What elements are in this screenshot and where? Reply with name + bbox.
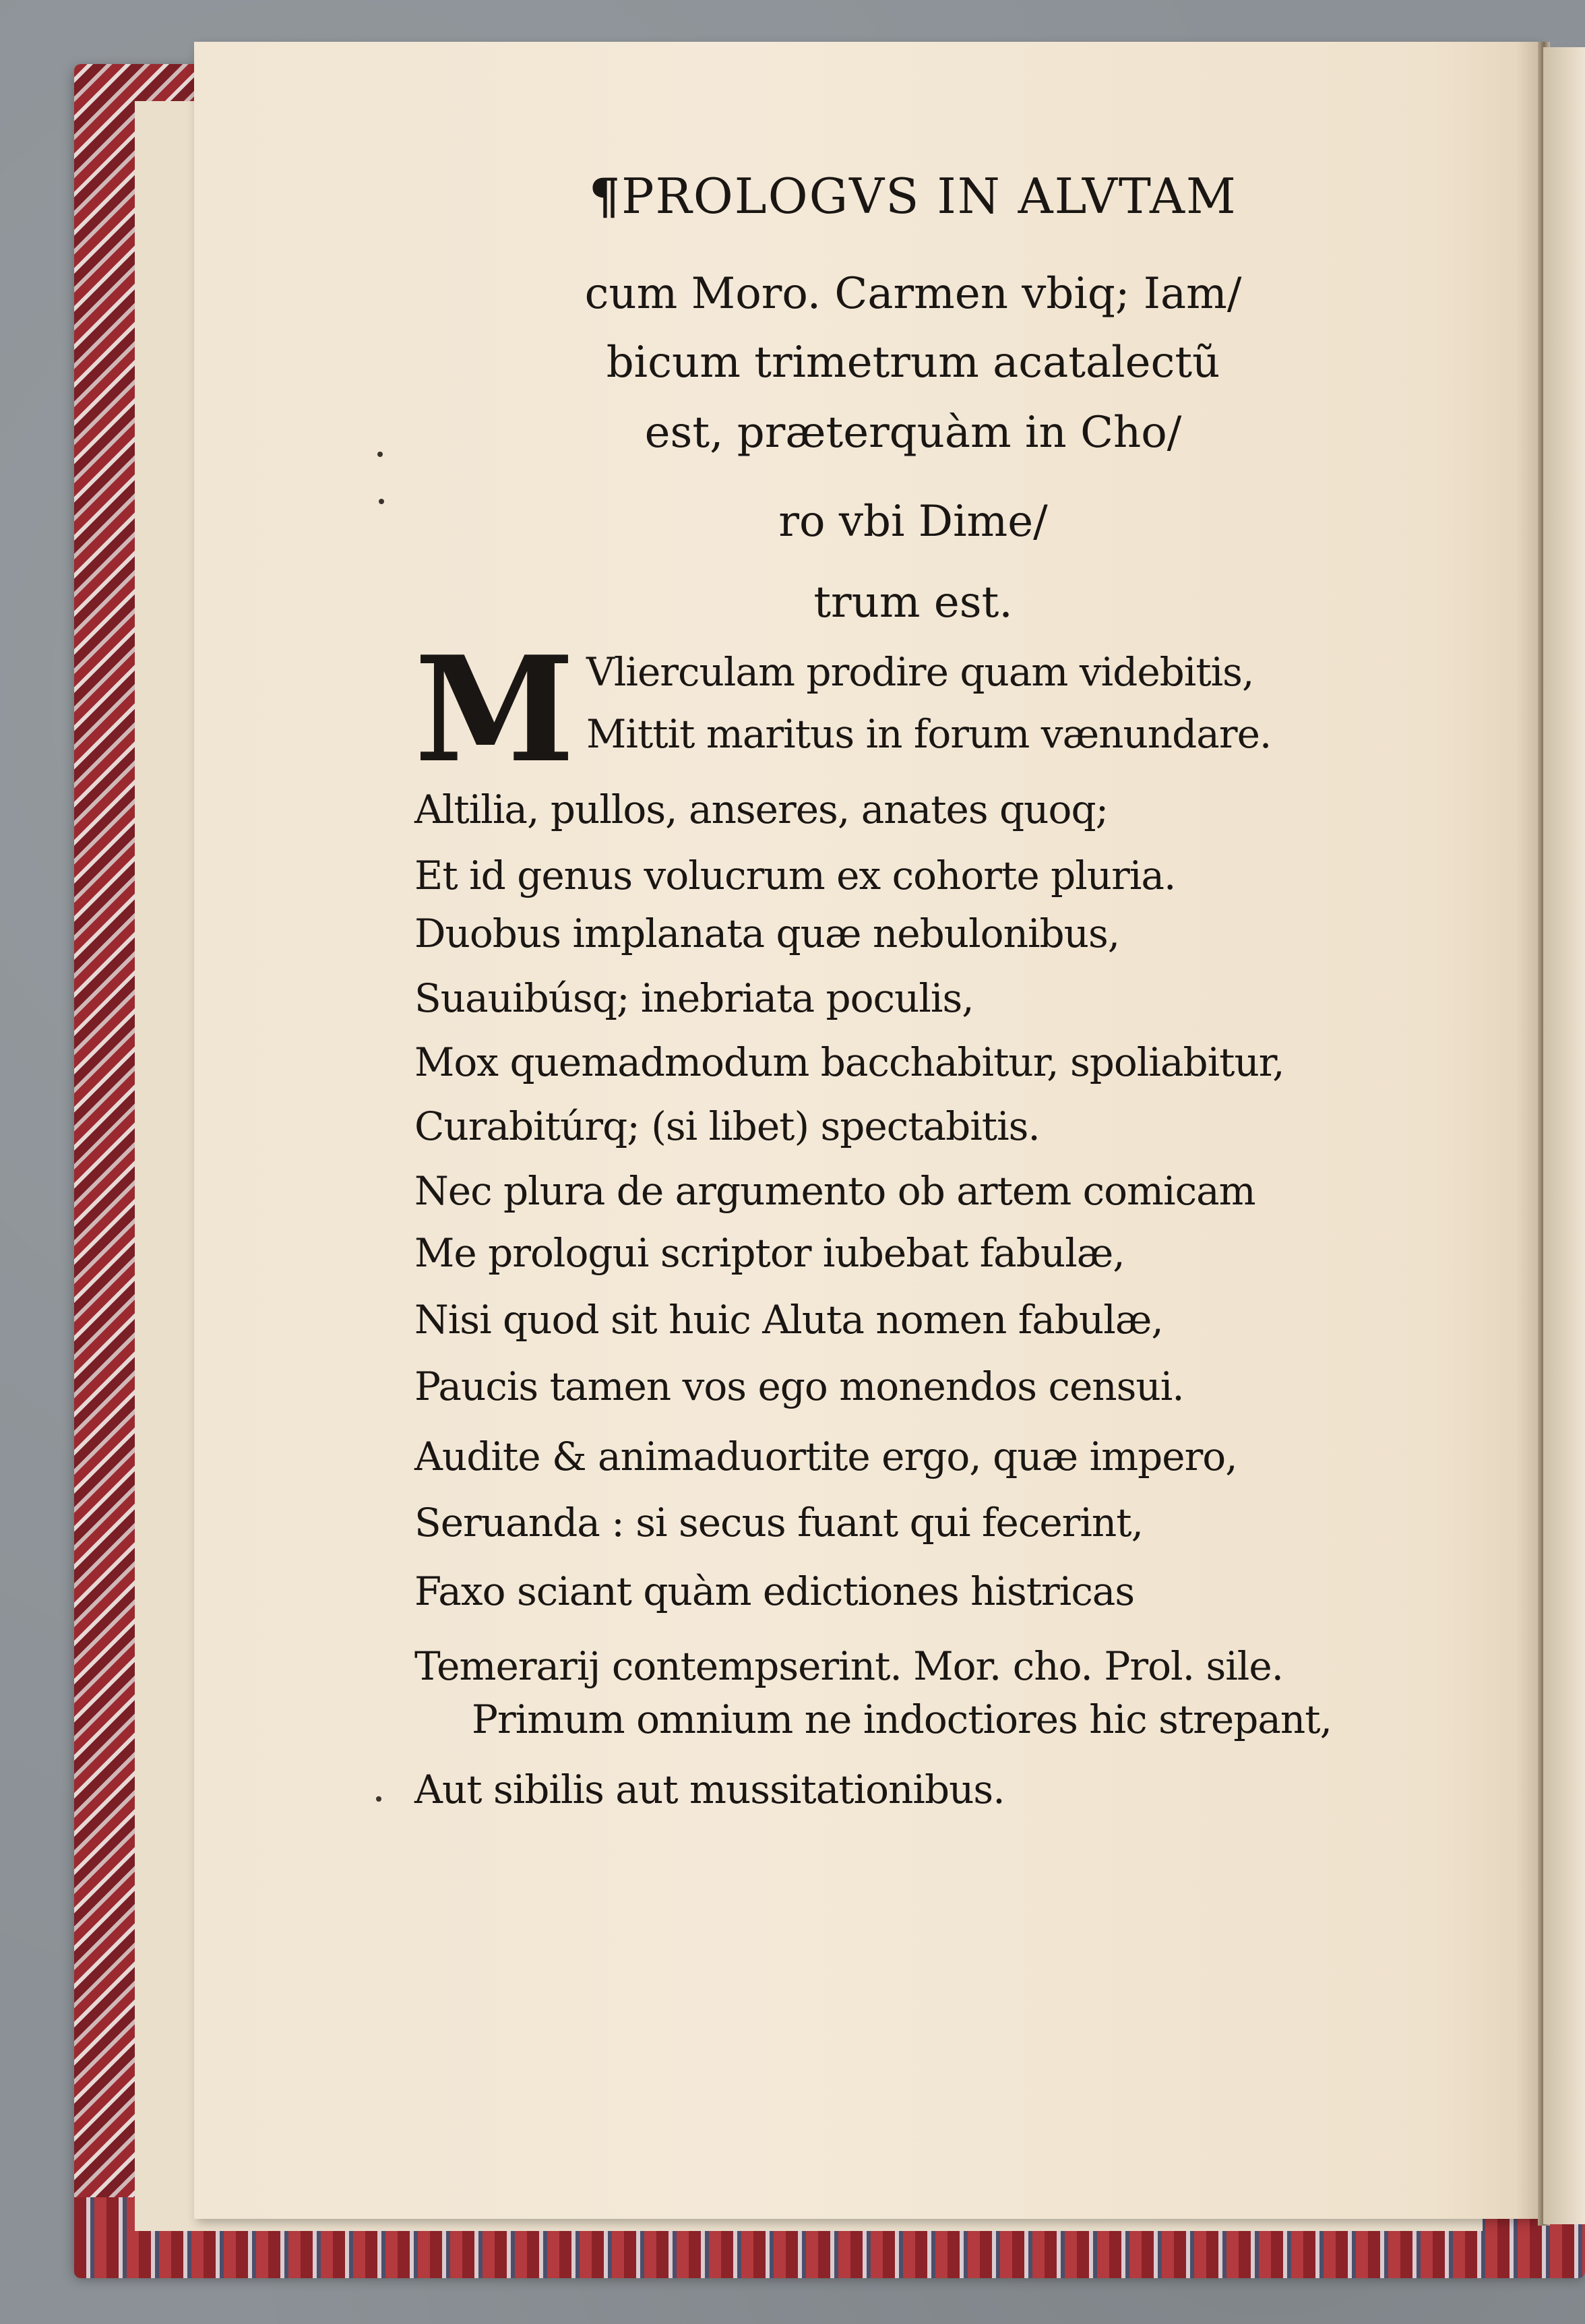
verse-line: Seruanda : si secus fuant qui fecerint, — [414, 1500, 1144, 1546]
verse-line: Vlierculam prodire quam videbitis, — [586, 649, 1254, 695]
verse-line: Nisi quod sit huic Aluta nomen fabulæ, — [414, 1297, 1163, 1343]
prologue-heading — [438, 167, 1388, 224]
verse-line: Aut sibilis aut mussitationibus. — [414, 1767, 1005, 1812]
verse-line: Paucis tamen vos ego monendos censui. — [414, 1364, 1184, 1409]
heading-line-6: trum est. — [813, 578, 1013, 628]
ink-mark — [379, 499, 384, 504]
verse-line: Mittit maritus in forum vænundare. — [586, 711, 1272, 757]
heading-line-3: bicum trimetrum acatalectũ — [606, 338, 1220, 388]
verse-line: Mox quemadmodum bacchabitur, spoliabitur, — [414, 1039, 1284, 1085]
heading-line-5: ro vbi Dime/ — [778, 497, 1048, 547]
verse-line: Curabitúrq; (si libet) spectabitis. — [414, 1103, 1040, 1149]
verse-line: Me prologui scriptor iubebat fabulæ, — [414, 1230, 1125, 1276]
verse-line: Primum omnium ne indoctiores hic strepant, — [472, 1696, 1332, 1742]
heading-line-2: cum Moro. Carmen vbiq; Iam/ — [584, 269, 1242, 319]
verse-line: Altilia, pullos, anseres, anates quoq; — [414, 787, 1109, 832]
heading-line-1: PROLOGVS IN ALVTAM — [621, 168, 1237, 224]
verse-line: Nec plura de argumento ob artem comicam — [414, 1168, 1255, 1214]
ink-mark — [376, 1796, 381, 1802]
pilcrow-mark: ¶ — [589, 167, 622, 224]
verse-line: Faxo sciant quàm edictiones histricas — [414, 1568, 1135, 1614]
verse-line: Et id genus volucrum ex cohorte pluria. — [414, 853, 1176, 898]
verse-line: Audite & animaduortite ergo, quæ impero, — [414, 1434, 1237, 1479]
verse-line: Duobus implanata quæ nebulonibus, — [414, 911, 1120, 956]
ink-mark — [377, 452, 383, 457]
heading-line-4: est, præterquàm in Cho/ — [644, 408, 1182, 458]
verse-line: Temerarij contempserint. Mor. cho. Prol. sile. — [414, 1643, 1284, 1689]
verse-line: Suauibúsq; inebriata poculis, — [414, 975, 974, 1021]
drop-cap: M — [414, 624, 575, 795]
